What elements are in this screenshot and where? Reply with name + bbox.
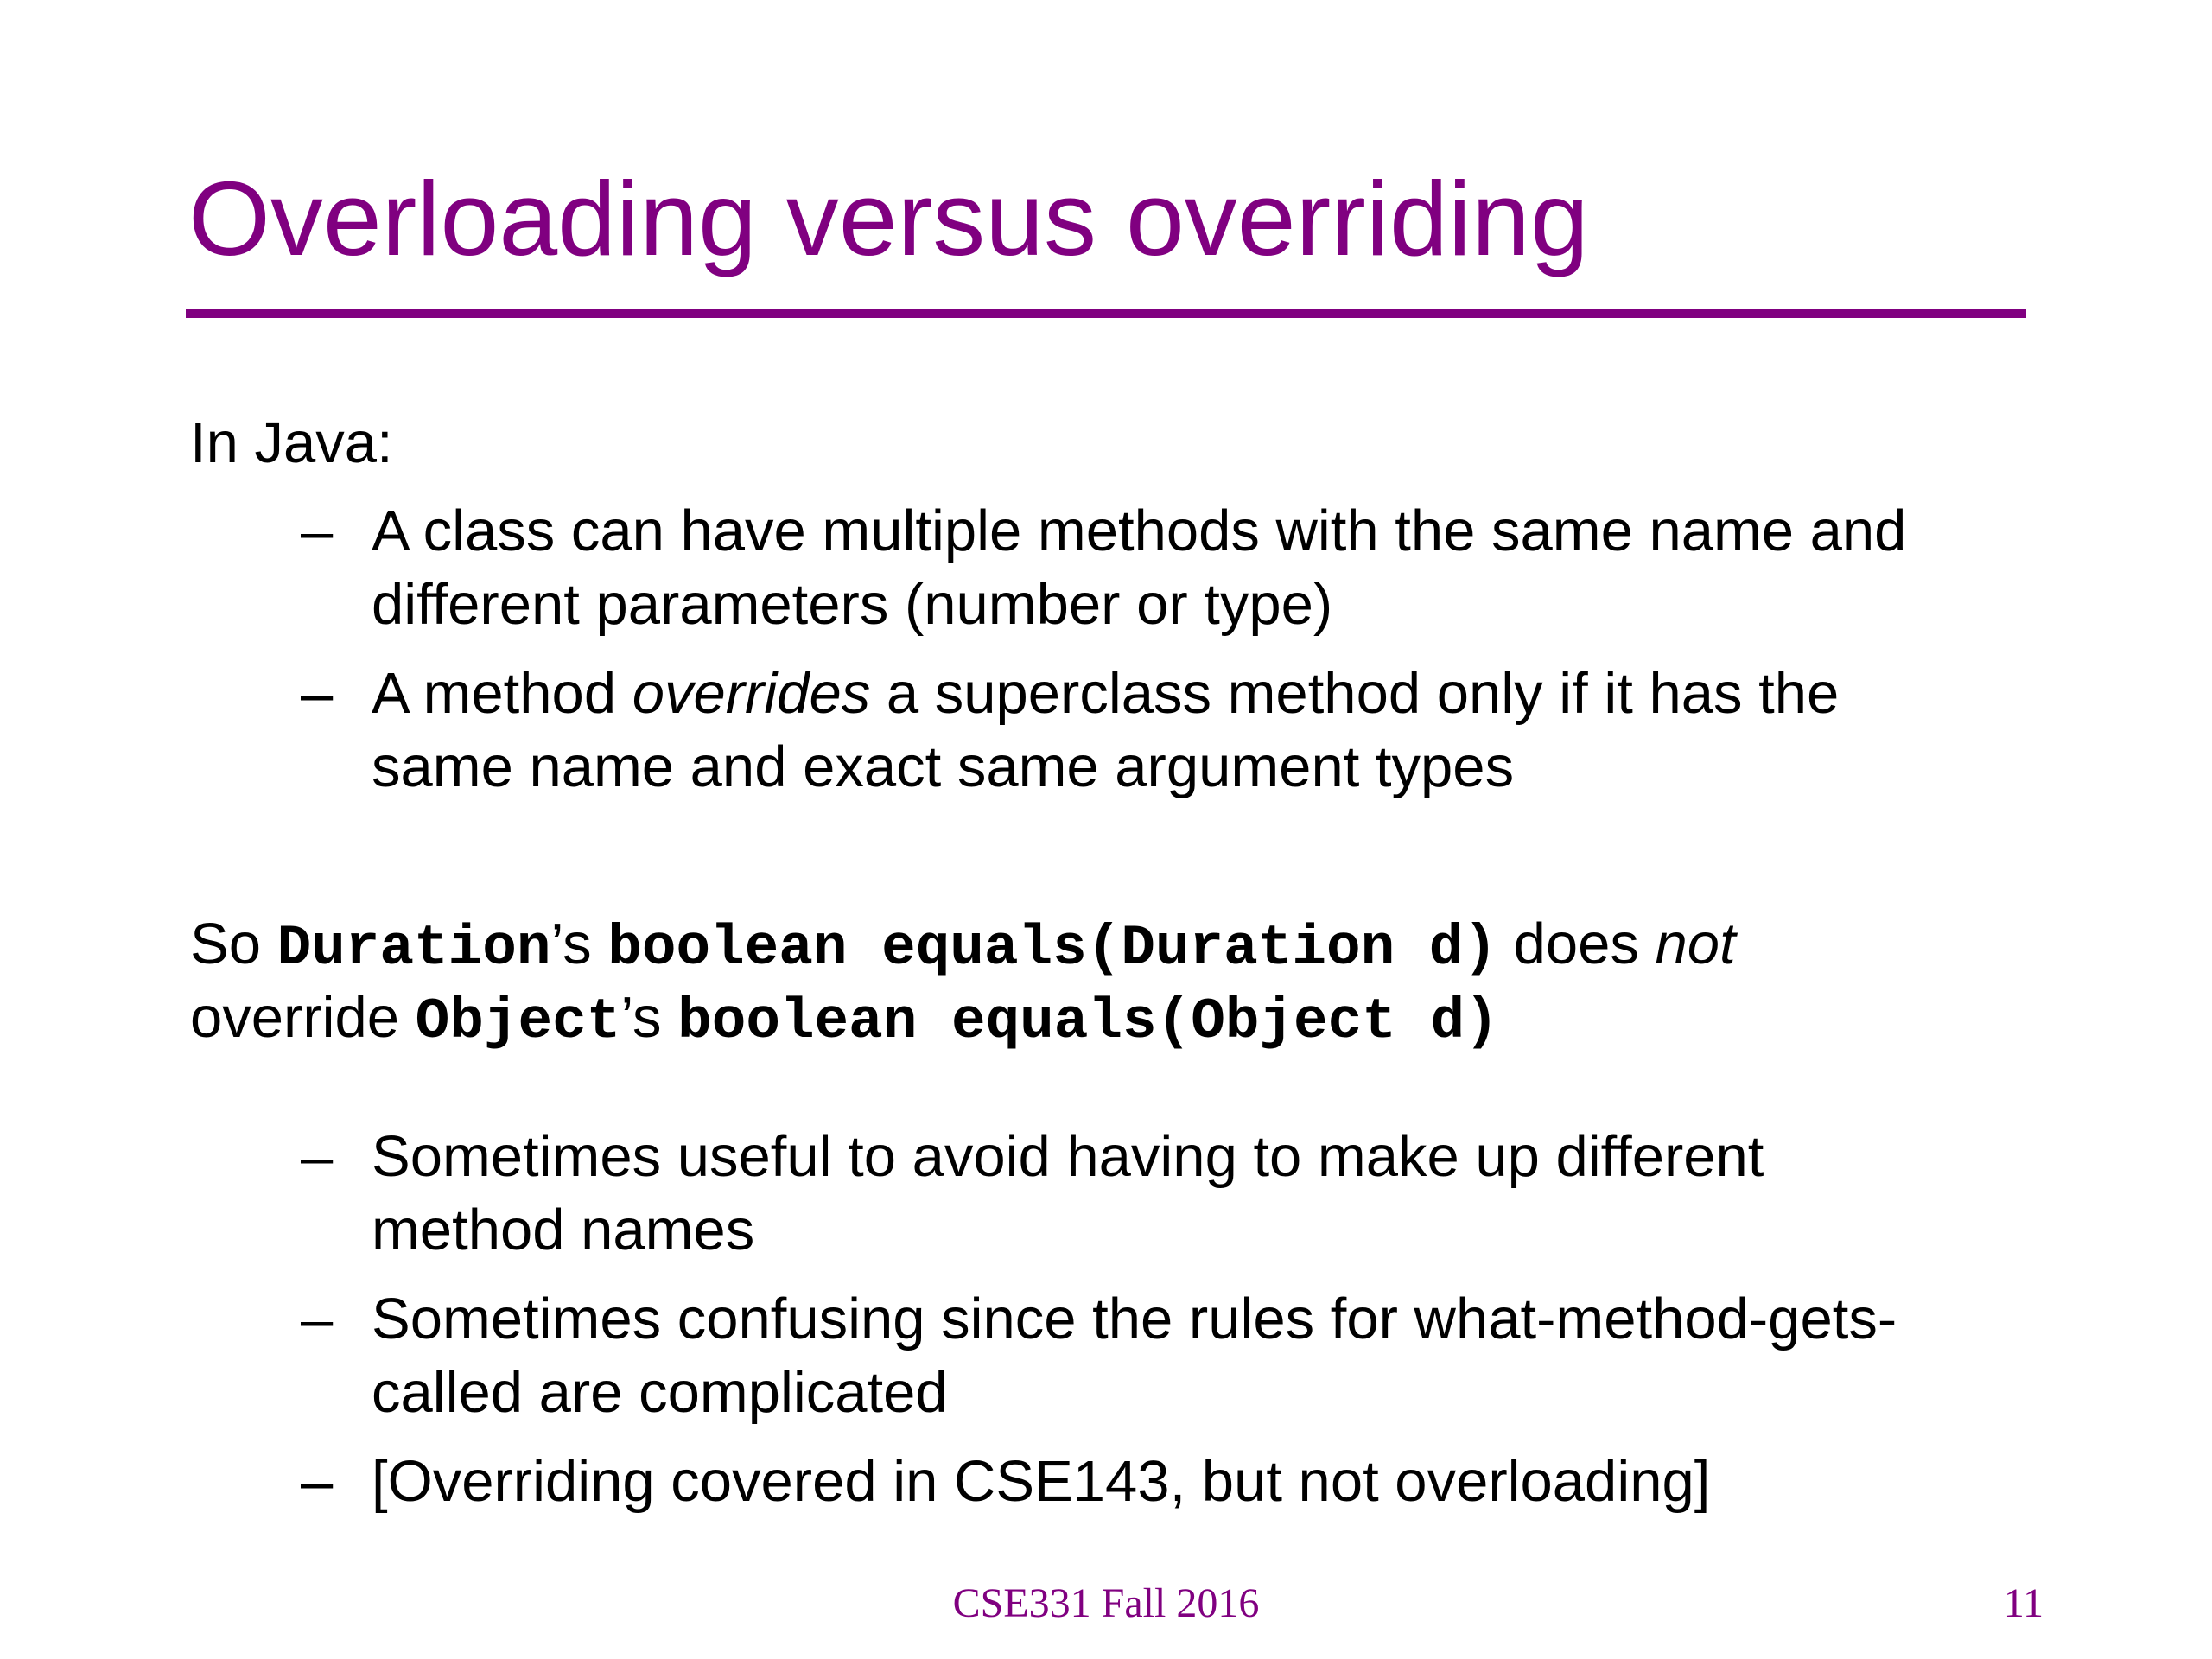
- bullet-text: Sometimes confusing since the rules for what-method-gets-: [372, 1287, 1897, 1351]
- bullet-text-continued: method names: [372, 1198, 755, 1262]
- bullet-dash: –: [301, 1449, 334, 1514]
- page-number: 11: [2003, 1580, 2044, 1626]
- bullet-text: [Overriding covered in CSE143, but not overloading]: [372, 1449, 1711, 1514]
- code-class-duration: Duration: [276, 916, 551, 981]
- bullet-text-continued: called are complicated: [372, 1360, 948, 1425]
- emphasis-overrides: overrides: [632, 661, 871, 726]
- emphasis-not: not: [1655, 912, 1736, 976]
- bullet-dash: –: [301, 1124, 334, 1189]
- bullet-text-continued: same name and exact same argument types: [372, 734, 1515, 799]
- bullet-text-continued: different parameters (number or type): [372, 572, 1333, 637]
- bullet-text: Sometimes useful to avoid having to make up different: [372, 1124, 1764, 1189]
- bullet-dash: –: [301, 1287, 334, 1351]
- bullet-dash: –: [301, 499, 334, 563]
- intro-text: In Java:: [190, 410, 393, 475]
- code-method-object-equals: boolean equals(Object d): [677, 989, 1499, 1054]
- footer-course: CSE331 Fall 2016: [952, 1580, 1260, 1626]
- code-method-duration-equals: boolean equals(Duration d): [607, 916, 1498, 981]
- bullet-text: A method overrides a superclass method only if it has the: [372, 661, 1840, 726]
- statement-line-1: So Duration’s boolean equals(Duration d) does not: [190, 912, 1736, 981]
- statement-line-2: override Object’s boolean equals(Object d): [190, 985, 1499, 1054]
- slide-title: Overloading versus overriding: [188, 160, 1589, 277]
- code-class-object: Object: [415, 989, 621, 1054]
- title-underline: [186, 309, 2026, 318]
- bullet-text: A class can have multiple methods with the same name and: [372, 499, 1907, 563]
- bullet-dash: –: [301, 661, 334, 726]
